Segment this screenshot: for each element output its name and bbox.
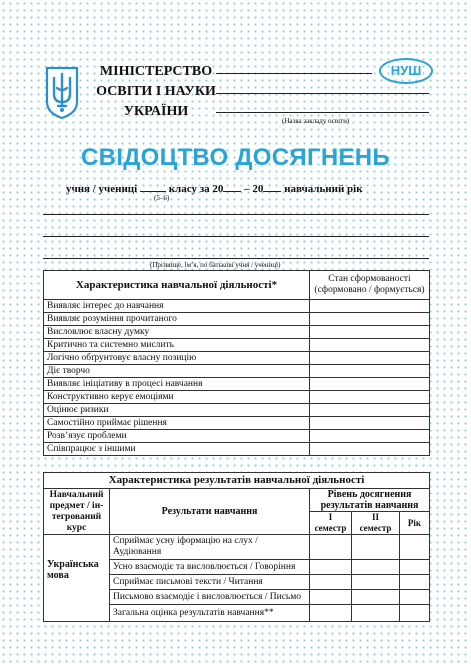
grade-cell-sem1[interactable] <box>310 590 352 605</box>
activity-status-cell[interactable] <box>310 339 430 352</box>
results-header-row-1 <box>44 489 430 512</box>
activity-criterion: Критично та системно мислить <box>44 339 310 352</box>
table-row <box>44 391 430 404</box>
subject-cell: Українська мова <box>44 535 110 622</box>
table-row <box>44 430 430 443</box>
table-row <box>44 313 430 326</box>
activity-status-cell[interactable] <box>310 378 430 391</box>
grade-cell-year[interactable] <box>400 575 430 590</box>
grade-cell-sem1[interactable] <box>310 575 352 590</box>
activity-criterion: Конструктивно керує емоціями <box>44 391 310 404</box>
school-name-line-3 <box>216 112 429 113</box>
activity-criterion: Розв’язує проблеми <box>44 430 310 443</box>
grade-cell-sem2[interactable] <box>352 590 400 605</box>
table-row <box>44 339 430 352</box>
col-results-header: Результати навчання <box>110 489 310 535</box>
activity-status-cell[interactable] <box>310 417 430 430</box>
col-sem2-header: II семестр <box>352 512 400 535</box>
table-row <box>44 352 430 365</box>
activity-criterion: Виявляє розуміння прочитаного <box>44 313 310 326</box>
activity-status-cell[interactable] <box>310 404 430 417</box>
grade-cell-sem2[interactable] <box>352 535 400 560</box>
col-subject-header: Навчальний предмет / ін-тегрований курс <box>44 489 110 535</box>
class-label: класу за <box>168 183 210 195</box>
activity-status-cell[interactable] <box>310 443 430 456</box>
grade-cell-sem2[interactable] <box>352 575 400 590</box>
name-line-1 <box>43 214 429 215</box>
name-caption: (Прізвище, ім’я, по батькові учня / учениці) <box>150 261 281 269</box>
page-title: СВІДОЦТВО ДОСЯГНЕНЬ <box>81 144 390 171</box>
pupil-label: учня / учениці <box>66 183 138 195</box>
table-row <box>44 404 430 417</box>
activity-criterion: Виявляє ініціативу в процесі навчання <box>44 378 310 391</box>
table-row <box>44 378 430 391</box>
class-hint: (5–6) <box>154 194 170 202</box>
activity-status-cell[interactable] <box>310 430 430 443</box>
activity-status-cell[interactable] <box>310 313 430 326</box>
table-row <box>44 443 430 456</box>
activity-header-left: Характеристика навчальної діяльності* <box>44 271 310 300</box>
name-line-3 <box>43 258 429 259</box>
activity-status-cell[interactable] <box>310 352 430 365</box>
activity-criterion: Самостійно приймає рішення <box>44 417 310 430</box>
school-name-line-2 <box>216 93 429 94</box>
grade-cell-sem1[interactable] <box>310 535 352 560</box>
result-item: Загальна оцінка результатів навчання** <box>110 605 310 622</box>
activity-criterion: Діє творчо <box>44 365 310 378</box>
activity-criterion: Оцінює ризики <box>44 404 310 417</box>
pupil-row <box>66 182 363 195</box>
coat-of-arms-icon <box>44 66 80 120</box>
activity-status-cell[interactable] <box>310 365 430 378</box>
year-dash: – <box>244 183 250 195</box>
results-table-title-row <box>44 473 430 489</box>
activity-header-right-line-1: Стан сформованості <box>328 274 411 284</box>
grade-cell-sem1[interactable] <box>310 560 352 575</box>
activity-status-cell[interactable] <box>310 326 430 339</box>
grade-cell-year[interactable] <box>400 535 430 560</box>
result-item: Письмово взаємодіє і висловлюється / Письмо <box>110 590 310 605</box>
table-row <box>44 326 430 339</box>
col-level-header: Рівень досягнення результатів навчання <box>310 489 430 512</box>
results-table <box>43 472 430 622</box>
year-2: 20 <box>252 183 264 195</box>
class-blank[interactable] <box>140 182 166 192</box>
activity-header-right-line-2: (сформовано / формується) <box>314 285 425 295</box>
activity-criterion: Логічно обґрунтовує власну позицію <box>44 352 310 365</box>
activity-criterion: Виявляє інтерес до навчання <box>44 300 310 313</box>
nush-logo: НУШ <box>379 58 433 84</box>
results-table-title: Характеристика результатів навчальної діяльності <box>44 473 430 489</box>
result-item: Усно взаємодіє та висловлюється / Говоріння <box>110 560 310 575</box>
grade-cell-year[interactable] <box>400 605 430 622</box>
table-row <box>44 300 430 313</box>
year-2-blank[interactable] <box>263 182 281 192</box>
result-item: Сприймає письмові тексти / Читання <box>110 575 310 590</box>
school-name-line-1 <box>216 73 372 74</box>
activity-criterion: Висловлює власну думку <box>44 326 310 339</box>
grade-cell-sem2[interactable] <box>352 605 400 622</box>
grade-cell-sem1[interactable] <box>310 605 352 622</box>
ministry-line-2: ОСВІТИ І НАУКИ <box>96 84 216 99</box>
grade-cell-year[interactable] <box>400 590 430 605</box>
table-row <box>44 365 430 378</box>
activity-table-header <box>44 271 430 300</box>
col-sem1-header: I семестр <box>310 512 352 535</box>
activity-status-cell[interactable] <box>310 300 430 313</box>
ministry-name <box>96 62 216 122</box>
activity-table <box>43 270 430 456</box>
activity-status-cell[interactable] <box>310 391 430 404</box>
grade-cell-year[interactable] <box>400 560 430 575</box>
ministry-line-1: МІНІСТЕРСТВО <box>99 64 213 79</box>
year-1: 20 <box>212 183 224 195</box>
school-caption: (Назва закладу освіти) <box>282 117 350 125</box>
activity-criterion: Співпрацює з іншими <box>44 443 310 456</box>
ministry-line-3: УКРАЇНИ <box>123 104 189 119</box>
table-row <box>44 417 430 430</box>
grade-cell-sem2[interactable] <box>352 560 400 575</box>
table-row <box>44 535 430 560</box>
name-line-2 <box>43 236 429 237</box>
col-year-header: Рік <box>400 512 430 535</box>
result-item: Сприймає усну іформацію на слух / Аудіювання <box>110 535 310 560</box>
activity-header-right <box>310 271 430 300</box>
year-1-blank[interactable] <box>223 182 241 192</box>
year-suffix: навчальний рік <box>284 183 363 195</box>
